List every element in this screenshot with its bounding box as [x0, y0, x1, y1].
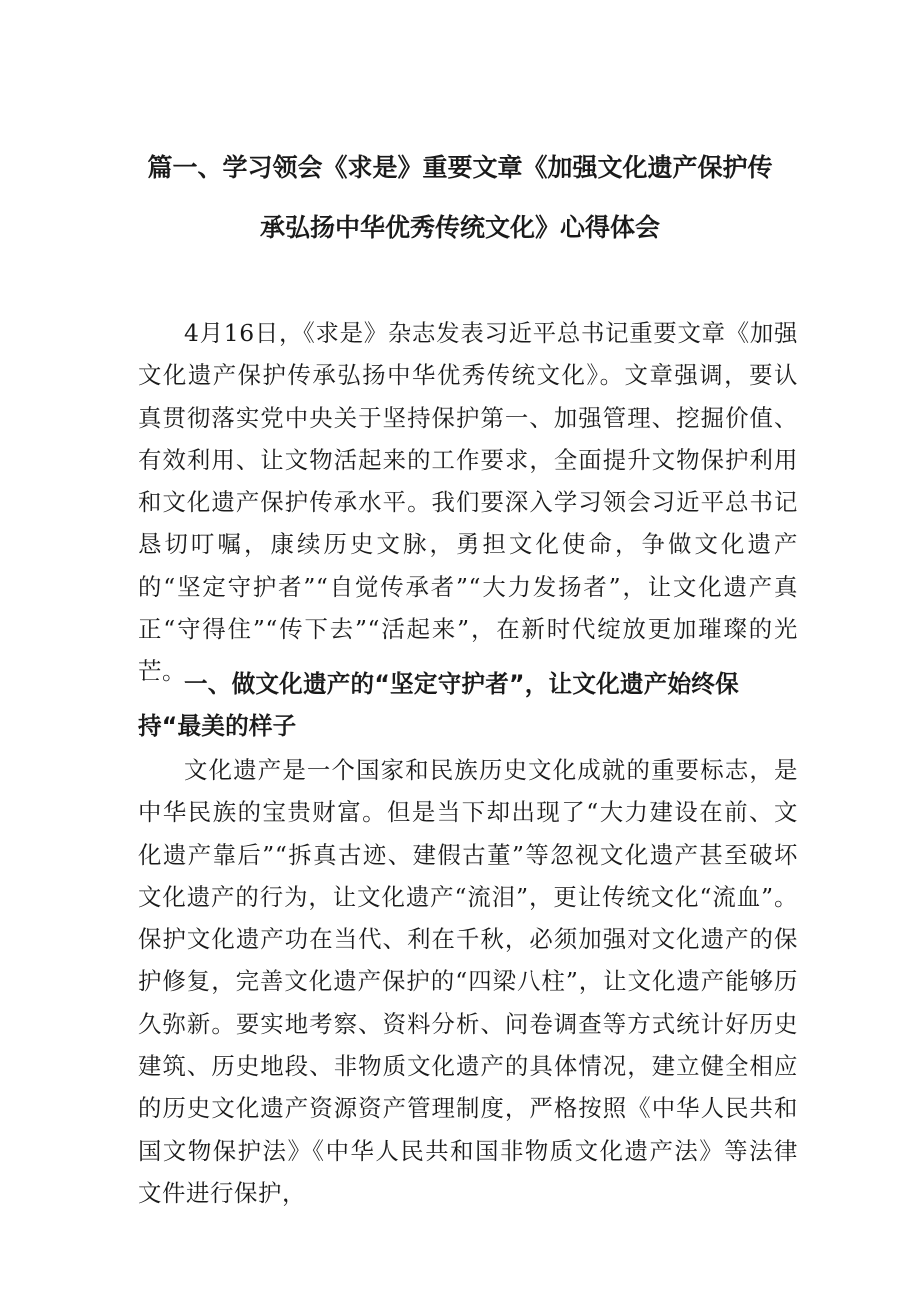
- document-title-line-2: 承弘扬中华优秀传统文化》心得体会: [259, 213, 660, 242]
- section-1-paragraph: 文化遗产是一个国家和民族历史文化成就的重要标志，是中华民族的宝贵财富。但是当下却出现了“大力建设在前、文化遗产靠后”“拆真古迹、建假古董”等忽视文化遗产甚至破坏文化遗产的行为，让文化遗产“流泪”，更让传统文化“流血”。保护文化遗产功在当代、利在千秋，必须加强对文化遗产的保护修复，完善文化遗产保护的“四梁八柱”，让文化遗产能够历久弥新。要实地考察、资料分析、问卷调查等方式统计好历史建筑、历史地段、非物质文化遗产的具体情况，建立健全相应的历史文化遗产资源资产管理制度，严格按照《中华人民共和国文物保护法》《中华人民共和国非物质文化遗产法》等法律文件进行保护，: [138, 756, 798, 1207]
- document-title-line-1: 篇一、学习领会《求是》重要文章《加强文化遗产保护传: [147, 153, 773, 182]
- intro-paragraph: 4月16日，《求是》杂志发表习近平总书记重要文章《加强文化遗产保护传承弘扬中华优秀传统文化》。文章强调，要认真贯彻落实党中央关于坚持保护第一、加强管理、挖掘价值、有效利用、让文物活起来的工作要求，全面提升文物保护利用和文化遗产保护传承水平。我们要深入学习领会习近平总书记恳切叮嘱，康续历史文脉，勇担文化使命，争做文化遗产的“坚定守护者”“自觉传承者”“大力发扬者”，让文化遗产真正“守得住”“传下去”“活起来”，在新时代绽放更加璀璨的光芒。: [138, 319, 798, 686]
- section-1-heading: 一、做文化遗产的“坚定守护者”，让文化遗产始终保持“最美的样子: [138, 670, 739, 741]
